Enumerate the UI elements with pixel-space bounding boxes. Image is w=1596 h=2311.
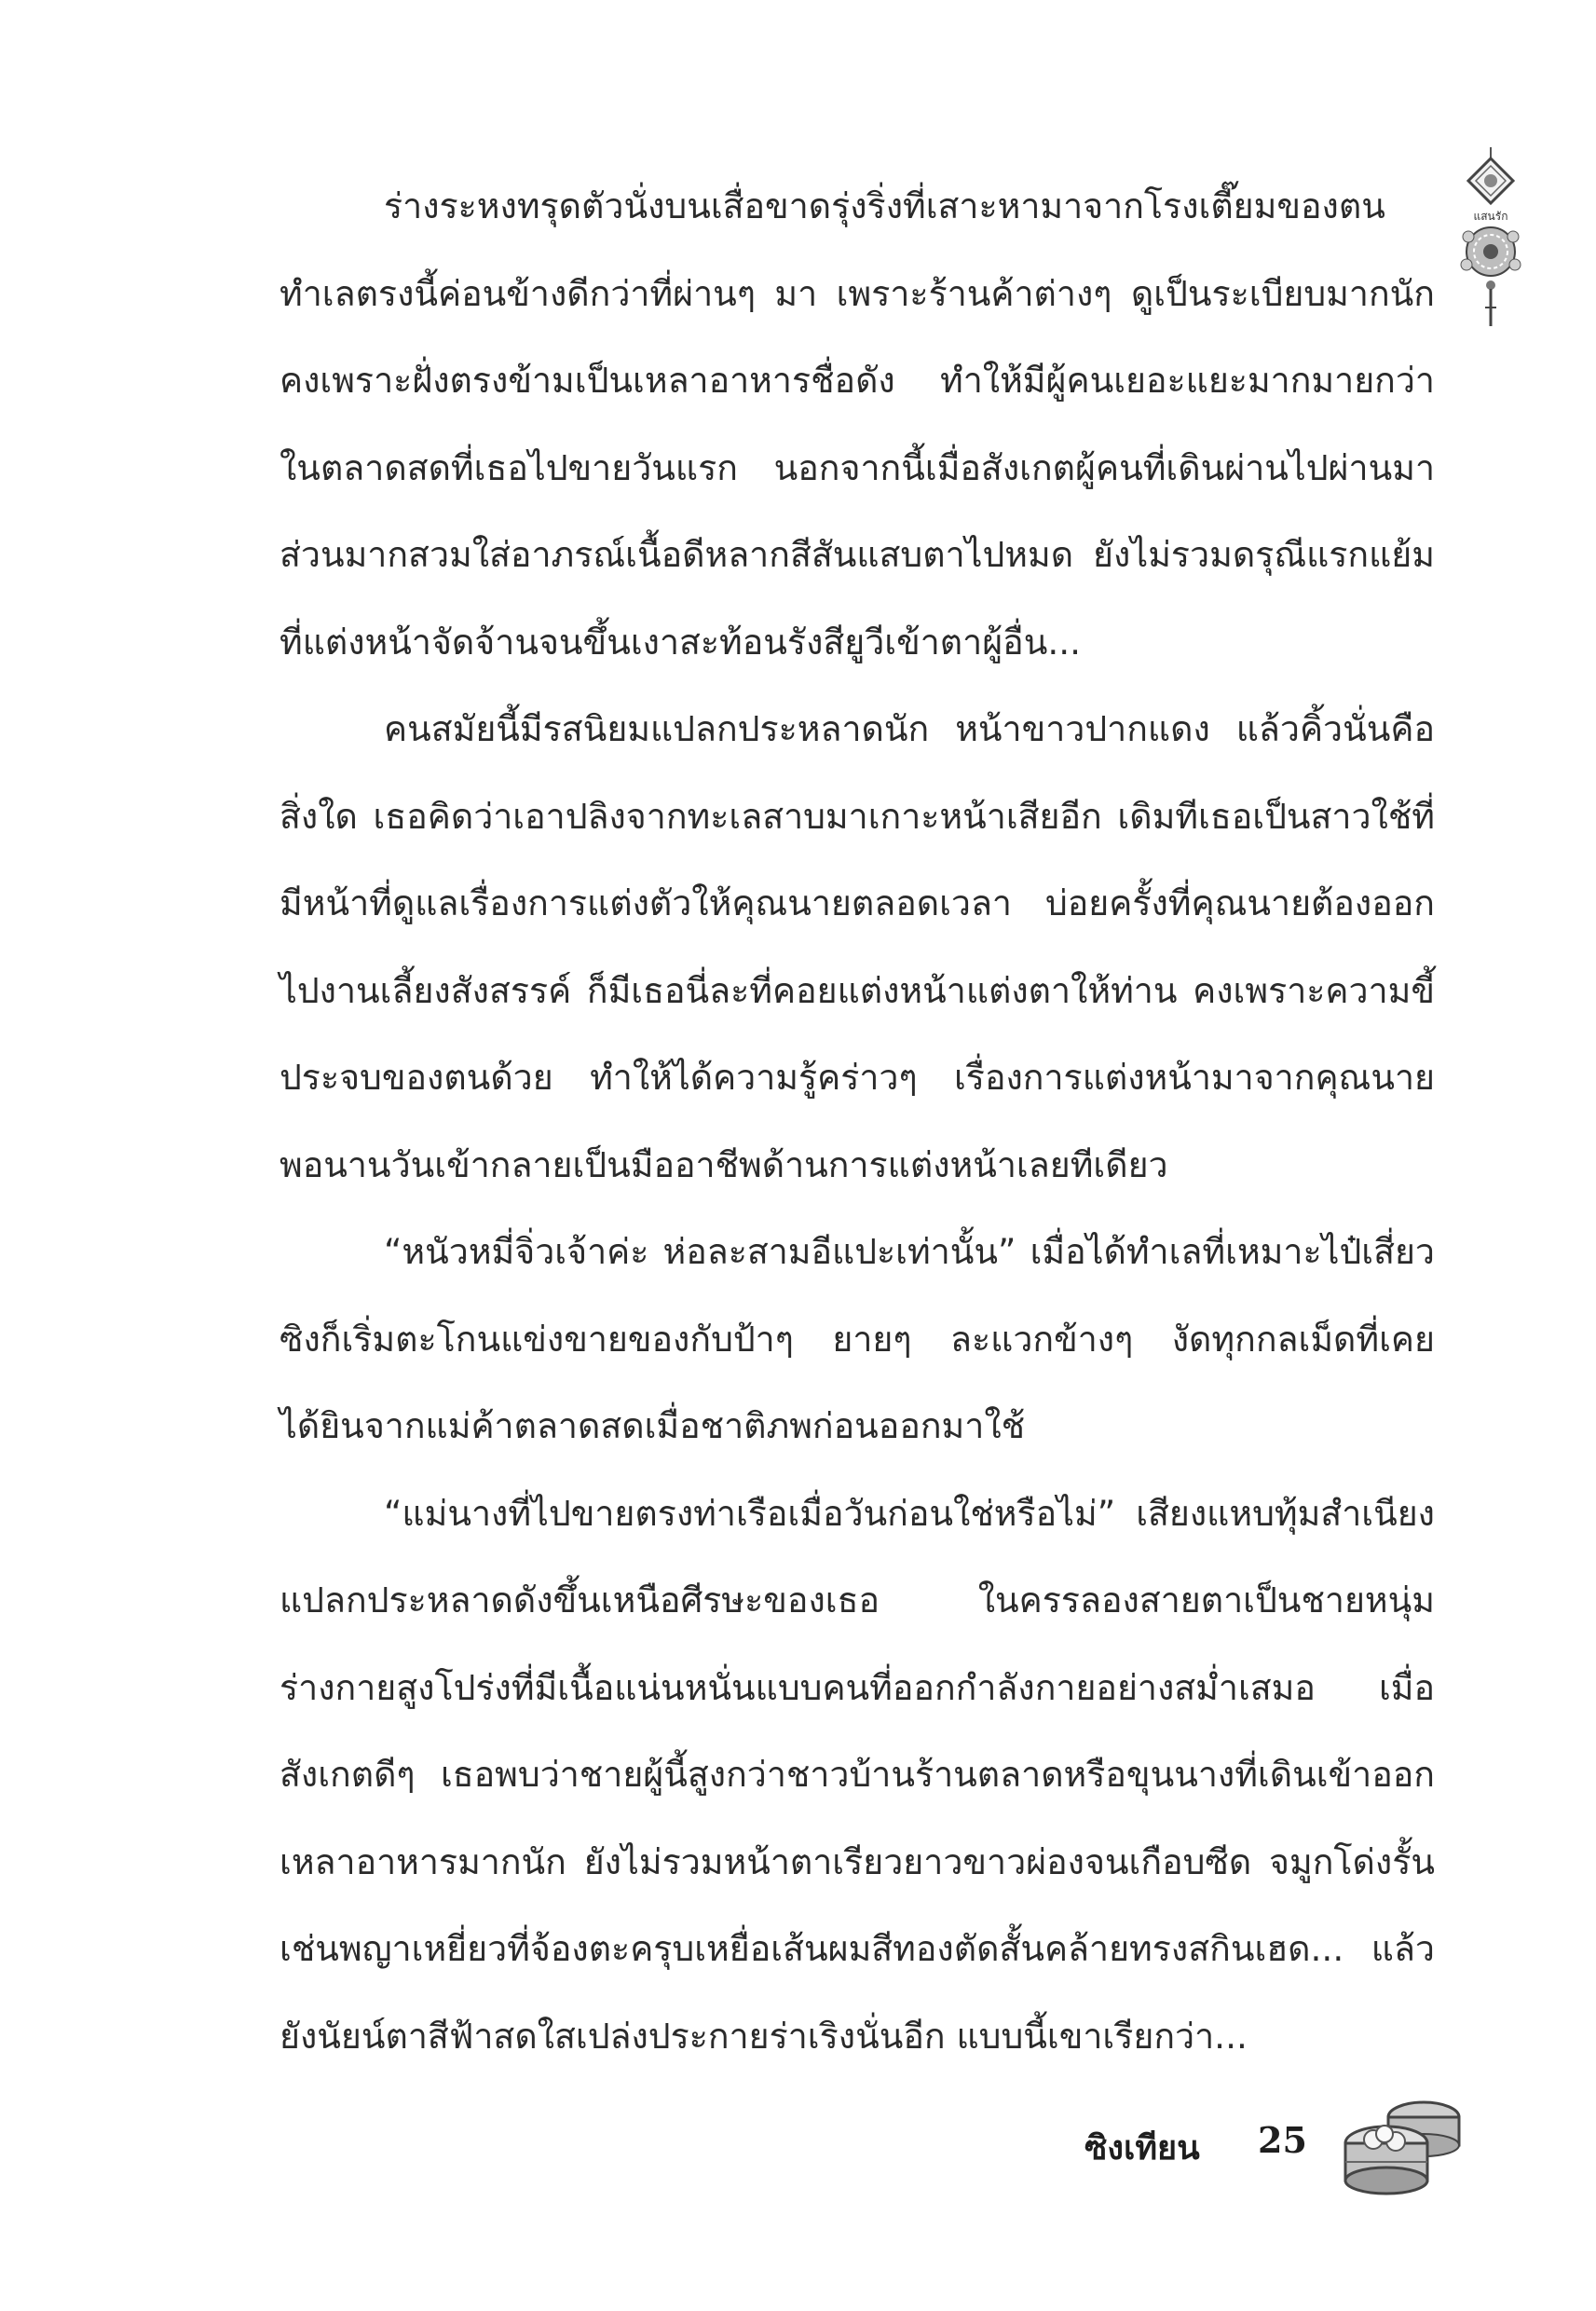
ornament-label: แสนรัก xyxy=(1473,210,1508,223)
paragraph-2: คนสมัยนี้มีรสนิยมแปลกประหลาดนัก หน้าขาวปากแดง แล้วคิ้วนั่นคือสิ่งใด เธอคิดว่าเอาปลิงจากทะเลสาบมาเกาะหน้าเสียอีก เดิมทีเธอเป็นสาวใช้ที่มีหน้าที่ดูแลเรื่องการแต่งตัวให้คุณนายตลอดเวลา บ่อยครั้งที่คุณนายต้องออกไปงานเลี้ยงสังสรรค์ ก็มีเธอนี่ละที่คอยแต่งหน้าแต่งตาให้ท่าน คงเพราะความขี้ประจบของตนด้วย ทำให้ได้ความรู้คร่าวๆ เรื่องการแต่งหน้ามาจากคุณนาย พอนานวันเข้ากลายเป็นมืออาชีพด้านการแต่งหน้าเลยทีเดียว xyxy=(280,708,1435,1185)
paragraph-4: “แม่นางที่ไปขายตรงท่าเรือเมื่อวันก่อนใช่หรือไม่” เสียงแหบทุ้มสำเนียงแปลกประหลาดดังขึ้นเหนือศีรษะของเธอ ในครรลองสายตาเป็นชายหนุ่มร่างกายสูงโปร่งที่มีเนื้อแน่นหนั่นแบบคนที่ออกกำลังกายอย่างสม่ำเสมอ เมื่อสังเกตดีๆ เธอพบว่าชายผู้นี้สูงกว่าชาวบ้านร้านตลาดหรือขุนนางที่เดินเข้าออกเหลาอาหารมากนัก ยังไม่รวมหน้าตาเรียวยาวขาวผ่องจนเกือบซีด จมูกโด่งรั้นเช่นพญาเหยี่ยวที่จ้องตะครุบเหยื่อเส้นผมสีทองตัดสั้นคล้ายทรงสกินเฮด... แล้วยังนัยน์ตาสีฟ้าสดใสเปล่งประกายร่าเริงนั่นอีก แบบนี้เขาเรียกว่า... xyxy=(280,1492,1435,2057)
paragraph-3: “หนัวหมี่จิ่วเจ้าค่ะ ห่อละสามอีแปะเท่านั้น” เมื่อได้ทำเลที่เหมาะไป๋เสี่ยวซิงก็เริ่มตะโกนแข่งขายของกับป้าๆ ยายๆ ละแวกข้างๆ งัดทุกกลเม็ดที่เคยได้ยินจากแม่ค้าตลาดสดเมื่อชาติภพก่อนออกมาใช้ xyxy=(280,1231,1435,1446)
page-number: 25 xyxy=(1258,2119,1307,2161)
page-footer xyxy=(1071,2076,1463,2207)
paragraph-1: ร่างระหงทรุดตัวนั่งบนเสื่อขาดรุ่งริ่งที่เสาะหามาจากโรงเตี๊ยมของตน ทำเลตรงนี้ค่อนข้างดีกว่าที่ผ่านๆ มา เพราะร้านค้าต่างๆ ดูเป็นระเบียบมากนัก คงเพราะฝั่งตรงข้ามเป็นเหลาอาหารชื่อดัง ทำให้มีผู้คนเยอะแยะมากมายกว่าในตลาดสดที่เธอไปขายวันแรก นอกจากนี้เมื่อสังเกตผู้คนที่เดินผ่านไปผ่านมา ส่วนมากสวมใส่อาภรณ์เนื้อดีหลากสีสันแสบตาไปหมด ยังไม่รวมดรุณีแรกแย้มที่แต่งหน้าจัดจ้านจนขึ้นเงาสะท้อนรังสียูวีเข้าตาผู้อื่น... xyxy=(280,185,1435,663)
dim-sum-steamer-icon xyxy=(1338,2076,1463,2207)
chinese-knot-ornament-icon xyxy=(1453,147,1528,334)
book-title: ซิงเทียน xyxy=(1084,2128,1200,2167)
page-body xyxy=(280,163,1435,2080)
